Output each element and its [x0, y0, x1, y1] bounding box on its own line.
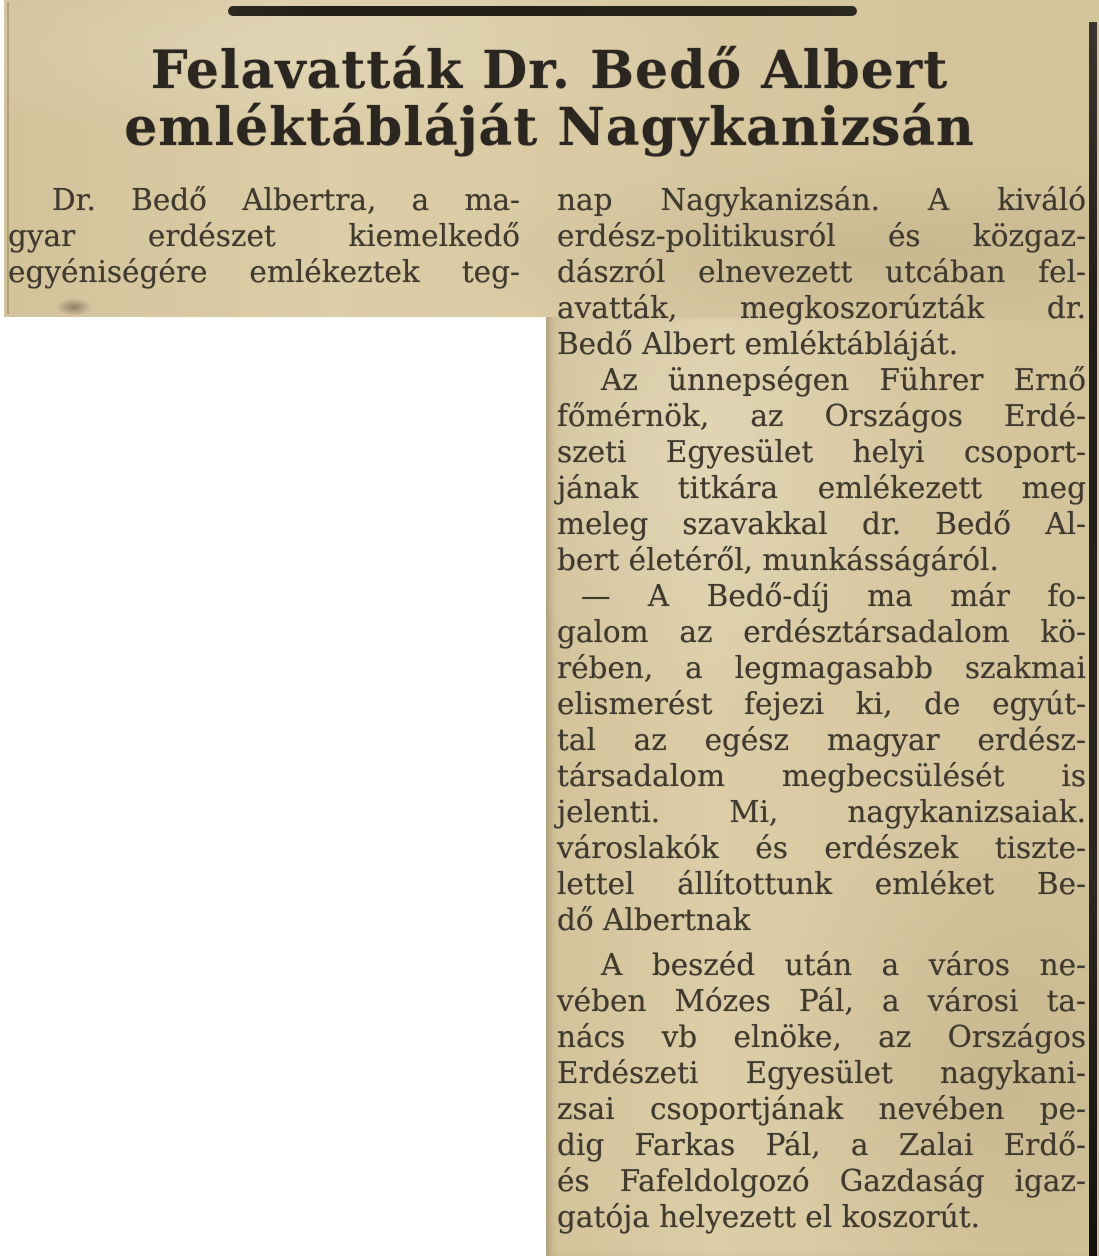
- text-line: nap Nagykanizsán. A kiváló: [557, 183, 1086, 217]
- text-line: tal az egész magyar erdész-: [557, 723, 1086, 757]
- text-line: elismerést fejezi ki, de egyút-: [557, 687, 1086, 721]
- paragraph: [557, 947, 1086, 1235]
- text-line: jelenti. Mi, nagykanizsaiak.: [557, 795, 1086, 829]
- article-headline: [0, 42, 1099, 156]
- text-line: jának titkára emlékezett meg: [557, 471, 1086, 505]
- article-column-right: [557, 182, 1086, 1235]
- text-line: galom az erdésztársadalom kö-: [557, 615, 1086, 649]
- paragraph: [8, 182, 520, 290]
- text-line: társadalom megbecsülését is: [557, 759, 1086, 793]
- text-line: gatója helyezett el koszorút.: [557, 1200, 980, 1234]
- paragraph: [557, 182, 1086, 362]
- text-line: zsai csoportjának nevében pe-: [557, 1092, 1086, 1126]
- text-line: erdész-politikusról és közgaz-: [557, 219, 1086, 253]
- text-line: szeti Egyesület helyi csoport-: [557, 435, 1086, 469]
- text-line: avatták, megkoszorúzták dr.: [557, 291, 1086, 325]
- text-line: dő Albertnak: [557, 903, 751, 937]
- text-line: nács vb elnöke, az Országos: [557, 1020, 1086, 1054]
- text-line: Dr. Bedő Albertra, a ma-: [52, 183, 520, 217]
- text-line: vében Mózes Pál, a városi ta-: [557, 984, 1086, 1018]
- text-line: dászról elnevezett utcában fel-: [557, 255, 1086, 289]
- text-line: Bedő Albert emléktábláját.: [557, 327, 959, 361]
- text-line: dig Farkas Pál, a Zalai Erdő-: [557, 1128, 1086, 1162]
- text-line: rében, a legmagasabb szakmai: [557, 651, 1086, 685]
- text-line: A beszéd után a város ne-: [601, 948, 1086, 982]
- text-line: gyar erdészet kiemelkedő: [8, 219, 520, 253]
- text-line: főmérnök, az Országos Erdé-: [557, 399, 1086, 433]
- text-line: és Fafeldolgozó Gazdaság igaz-: [557, 1164, 1086, 1198]
- column-rule-right: [1089, 22, 1097, 1256]
- text-line: Erdészeti Egyesület nagykani-: [557, 1056, 1086, 1090]
- text-line: meleg szavakkal dr. Bedő Al-: [557, 507, 1086, 541]
- text-line: lettel állítottunk emléket Be-: [557, 867, 1086, 901]
- text-line: egyéniségére emlékeztek teg-: [8, 255, 520, 289]
- cutout-blank-area: [0, 317, 546, 1256]
- text-line: — A Bedő-díj ma már fo-: [581, 579, 1086, 613]
- text-line: Az ünnepségen Führer Ernő: [601, 363, 1086, 397]
- article-column-left: [8, 182, 520, 290]
- text-line: városlakók és erdészek tiszte-: [557, 831, 1086, 865]
- ink-smudge: [56, 298, 92, 316]
- paragraph: [557, 578, 1086, 938]
- headline-line-1: Felavatták Dr. Bedő Albert: [150, 40, 949, 101]
- headline-rule: [228, 6, 857, 16]
- text-line: bert életéről, munkásságáról.: [557, 543, 999, 577]
- headline-line-2: emléktábláját Nagykanizsán: [124, 97, 975, 158]
- paragraph: [557, 362, 1086, 578]
